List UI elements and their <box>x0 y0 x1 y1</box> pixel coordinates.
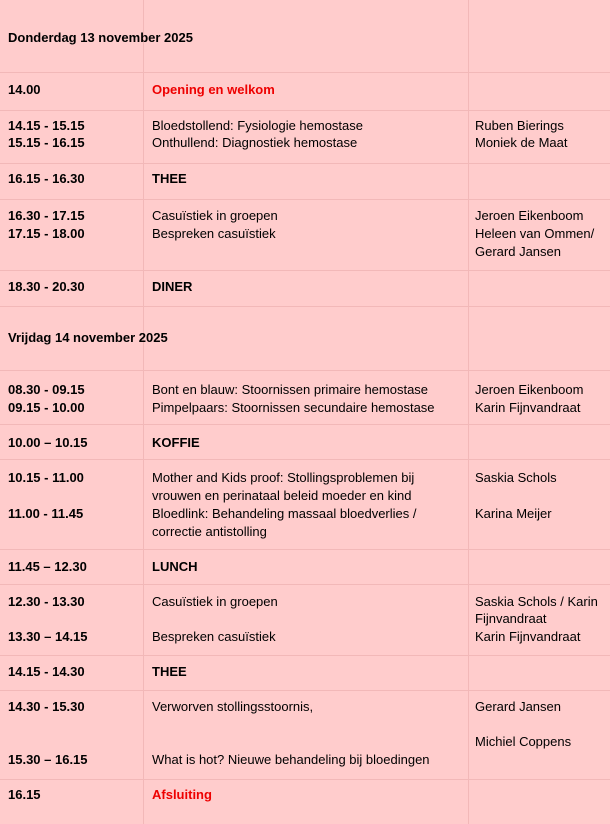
session-speaker: Michiel Coppens <box>475 734 572 749</box>
session-speaker: Karin Fijnvandraat <box>475 400 581 415</box>
session-time: 16.15 <box>8 787 41 802</box>
session-time: 14.15 - 15.15 <box>8 118 85 133</box>
session-title: vrouwen en perinataal beleid moeder en kind <box>152 488 412 503</box>
session-time: 15.15 - 16.15 <box>8 135 85 150</box>
session-time: 13.30 – 14.15 <box>8 629 88 644</box>
row-divider <box>0 655 610 656</box>
column-divider <box>143 0 144 824</box>
row-divider <box>0 690 610 691</box>
row-divider <box>0 549 610 550</box>
session-time: 18.30 - 20.30 <box>8 279 85 294</box>
session-speaker: Saskia Schols / Karin <box>475 594 598 609</box>
day-heading-friday: Vrijdag 14 november 2025 <box>8 330 168 345</box>
session-title: What is hot? Nieuwe behandeling bij bloedingen <box>152 752 430 767</box>
break-title: LUNCH <box>152 559 198 574</box>
row-divider <box>0 163 610 164</box>
row-divider <box>0 370 610 371</box>
session-speaker: Gerard Jansen <box>475 244 561 259</box>
session-speaker: Saskia Schols <box>475 470 557 485</box>
session-speaker: Karin Fijnvandraat <box>475 629 581 644</box>
session-speaker: Jeroen Eikenboom <box>475 382 584 397</box>
session-title: Bespreken casuïstiek <box>152 226 276 241</box>
session-time: 12.30 - 13.30 <box>8 594 85 609</box>
break-title: DINER <box>152 279 193 294</box>
session-time: 16.15 - 16.30 <box>8 171 85 186</box>
session-title: correctie antistolling <box>152 524 267 539</box>
session-title: Bloedstollend: Fysiologie hemostase <box>152 118 364 133</box>
row-divider <box>0 110 610 111</box>
session-time: 11.00 - 11.45 <box>8 506 84 521</box>
session-title: Bloedlink: Behandeling massaal bloedverlies / <box>152 506 417 521</box>
session-speaker: Moniek de Maat <box>475 135 568 150</box>
session-title: Casuïstiek in groepen <box>152 594 278 609</box>
session-time: 08.30 - 09.15 <box>8 382 85 397</box>
session-title: Pimpelpaars: Stoornissen secundaire hemostase <box>152 400 435 415</box>
session-speaker: Jeroen Eikenboom <box>475 208 584 223</box>
row-divider <box>0 270 610 271</box>
session-time: 17.15 - 18.00 <box>8 226 85 241</box>
row-divider <box>0 584 610 585</box>
session-title: Bont en blauw: Stoornissen primaire hemostase <box>152 382 429 397</box>
session-title: Afsluiting <box>152 787 212 802</box>
row-divider <box>0 779 610 780</box>
session-speaker: Fijnvandraat <box>475 611 547 626</box>
break-title: THEE <box>152 171 187 186</box>
session-speaker: Ruben Bierings <box>475 118 564 133</box>
session-title: Casuïstiek in groepen <box>152 208 278 223</box>
day-heading-thursday: Donderdag 13 november 2025 <box>8 30 193 45</box>
column-divider <box>468 0 469 824</box>
session-time: 10.15 - 11.00 <box>8 470 84 485</box>
session-speaker: Gerard Jansen <box>475 699 561 714</box>
session-time: 15.30 – 16.15 <box>8 752 88 767</box>
row-divider <box>0 306 610 307</box>
session-title: Opening en welkom <box>152 82 275 97</box>
session-title: Onthullend: Diagnostiek hemostase <box>152 135 358 150</box>
session-time: 14.30 - 15.30 <box>8 699 85 714</box>
session-time: 14.15 - 14.30 <box>8 664 85 679</box>
session-time: 09.15 - 10.00 <box>8 400 85 415</box>
session-speaker: Karina Meijer <box>475 506 552 521</box>
session-title: Mother and Kids proof: Stollingsproblemen bij <box>152 470 415 485</box>
row-divider <box>0 199 610 200</box>
row-divider <box>0 459 610 460</box>
break-title: KOFFIE <box>152 435 200 450</box>
row-divider <box>0 72 610 73</box>
session-title: Bespreken casuïstiek <box>152 629 276 644</box>
session-time: 16.30 - 17.15 <box>8 208 85 223</box>
row-divider <box>0 424 610 425</box>
break-title: THEE <box>152 664 187 679</box>
session-time: 14.00 <box>8 82 41 97</box>
session-time: 11.45 – 12.30 <box>8 559 87 574</box>
session-title: Verworven stollingsstoornis, <box>152 699 314 714</box>
session-speaker: Heleen van Ommen/ <box>475 226 595 241</box>
session-time: 10.00 – 10.15 <box>8 435 88 450</box>
